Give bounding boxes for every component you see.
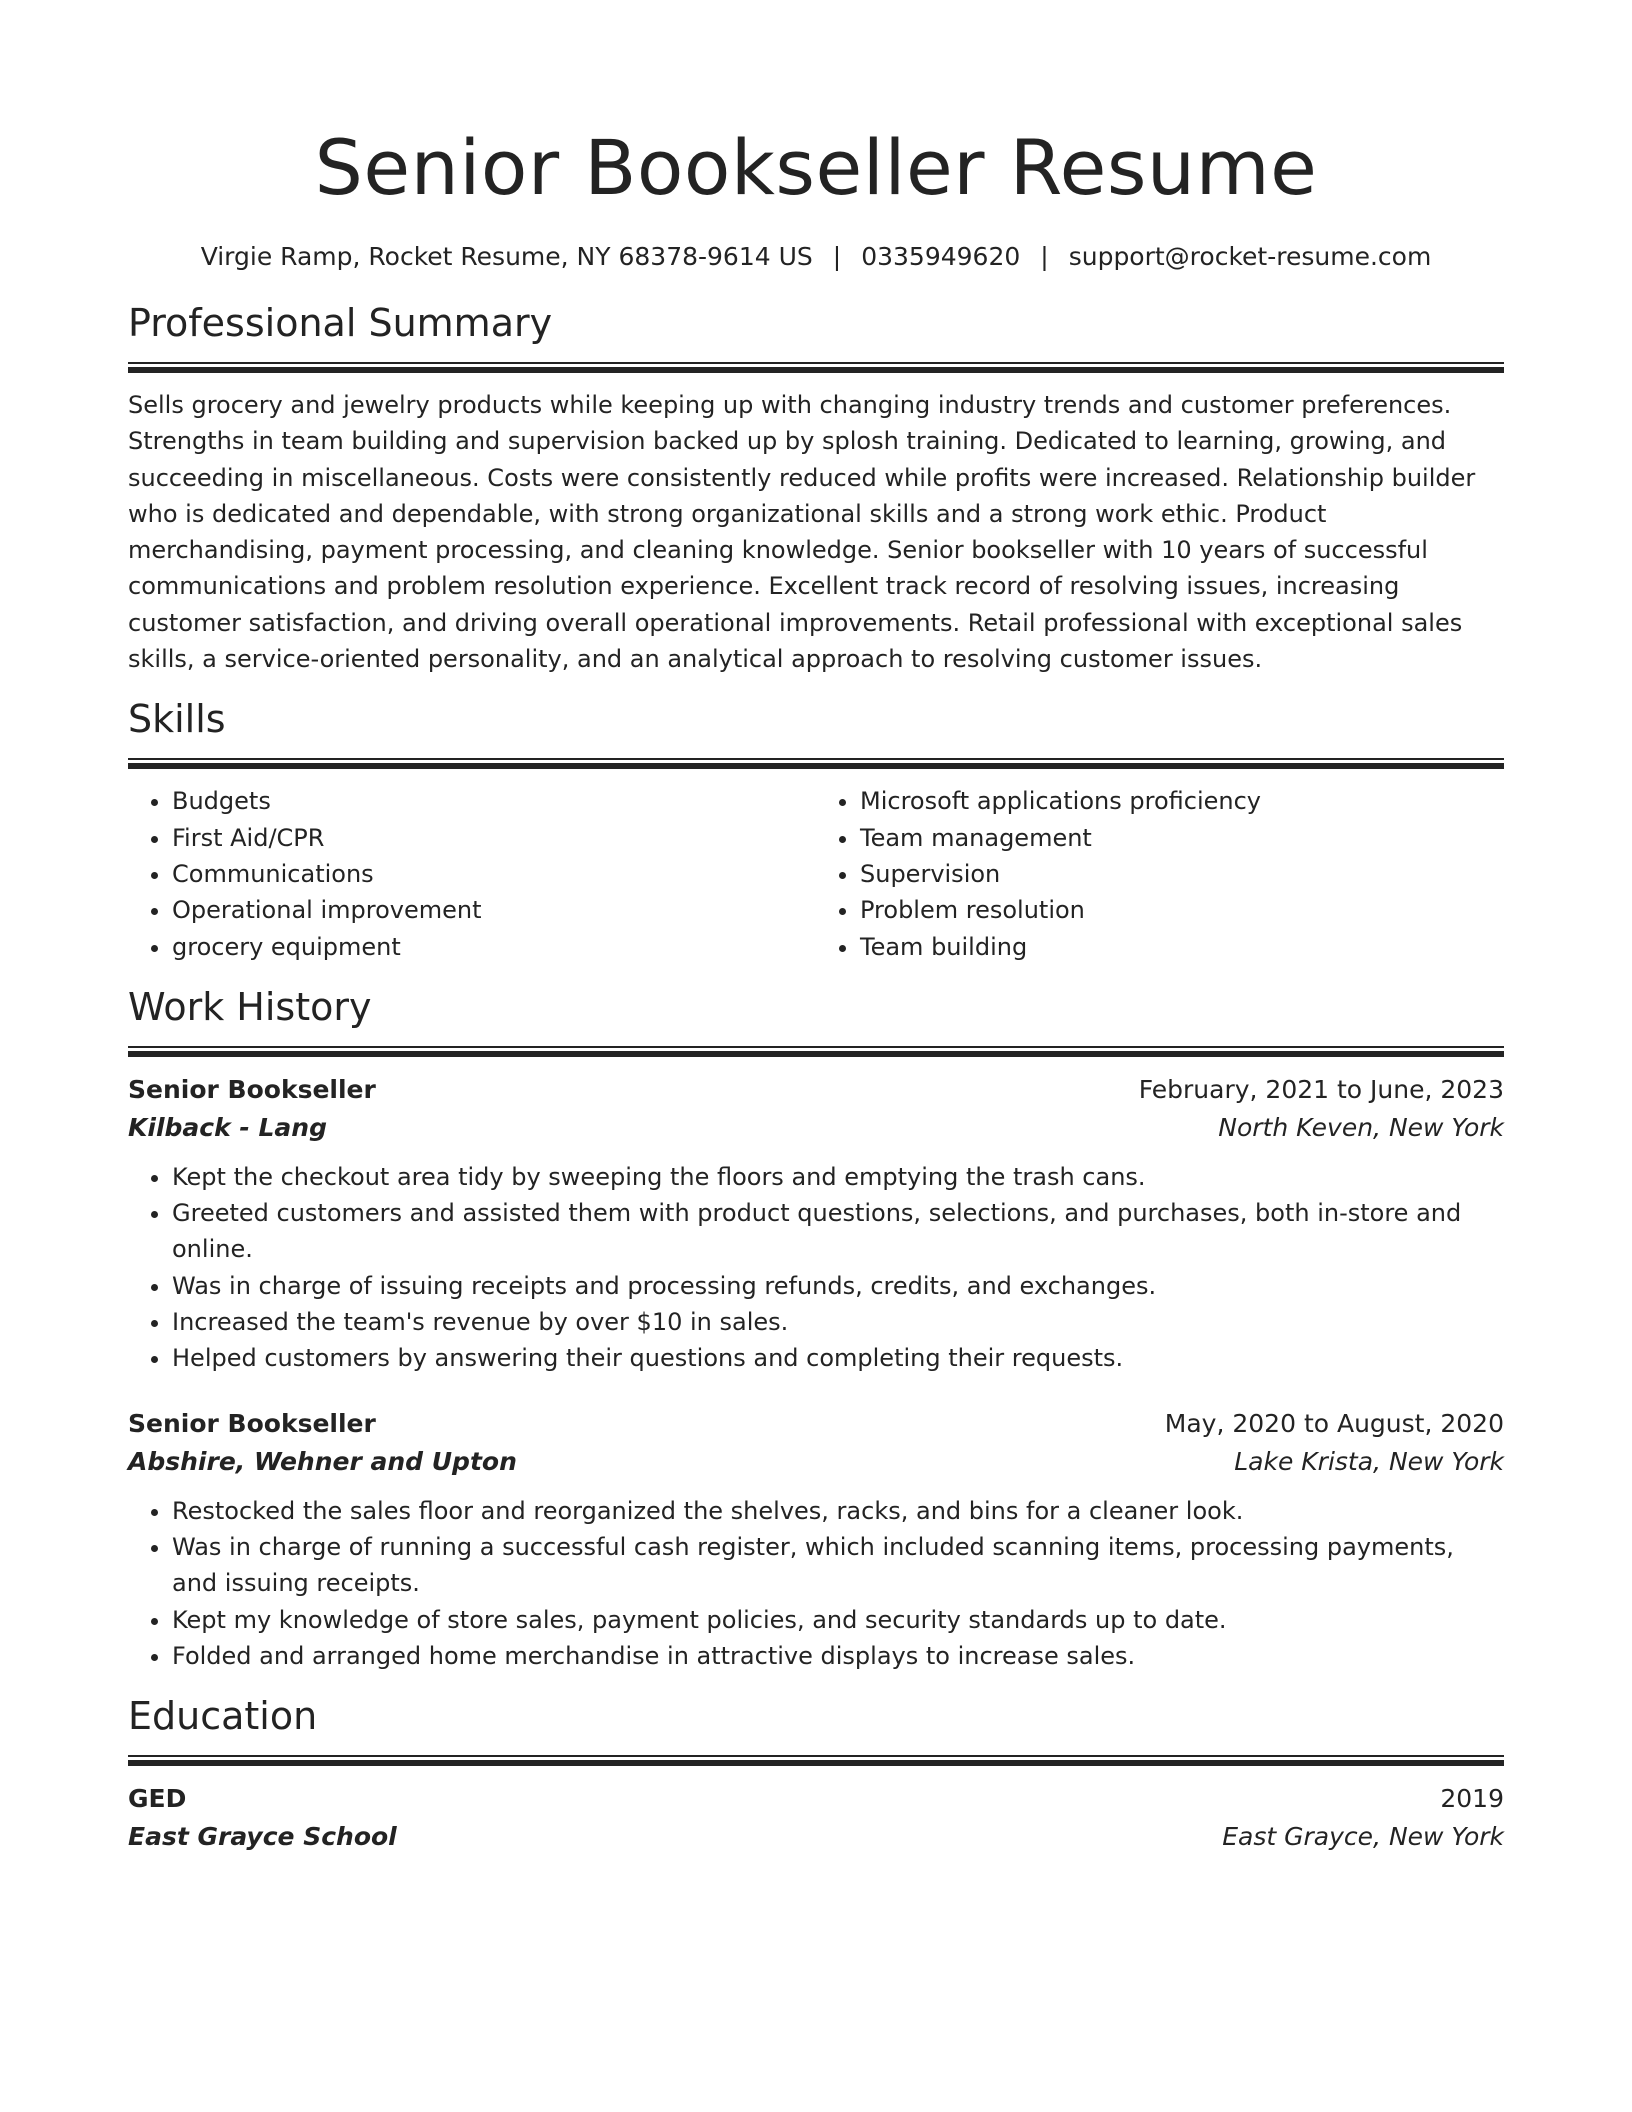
- work-history-heading: Work History: [128, 984, 372, 1029]
- education-degree: GED: [128, 1784, 187, 1814]
- job-company: Kilback - Lang: [128, 1112, 327, 1142]
- job-entry: [128, 1405, 1504, 1674]
- education-section: [128, 1691, 1504, 1856]
- contact-separator: |: [1040, 242, 1049, 271]
- skill-item: • grocery equipment: [172, 929, 816, 965]
- skill-item: • Team building: [860, 929, 1504, 965]
- work-history-section: [128, 982, 1504, 1674]
- education-subheader: [128, 1818, 1504, 1856]
- skill-item: • Operational improvement: [172, 892, 816, 928]
- skill-item: • First Aid/CPR: [172, 820, 816, 856]
- skill-item: • Supervision: [860, 856, 1504, 892]
- skill-item: • Problem resolution: [860, 892, 1504, 928]
- education-heading: Education: [128, 1694, 318, 1739]
- education-header: [128, 1780, 1504, 1818]
- skills-list: [128, 783, 1504, 964]
- job-bullet: • Was in charge of issuing receipts and processing refunds, credits, and exchanges.: [172, 1268, 1504, 1304]
- skill-item: • Communications: [172, 856, 816, 892]
- job-bullet: • Kept my knowledge of store sales, payment policies, and security standards up to date.: [172, 1602, 1504, 1638]
- education-location: East Grayce, New York: [1222, 1822, 1504, 1852]
- skill-item: • Team management: [860, 820, 1504, 856]
- job-dates: February, 2021 to June, 2023: [1138, 1074, 1504, 1104]
- job-location: Lake Krista, New York: [1234, 1446, 1504, 1476]
- job-title: Senior Bookseller: [128, 1408, 376, 1438]
- job-bullet: • Increased the team's revenue by over $10 in sales.: [172, 1304, 1504, 1340]
- job-entry: [128, 1071, 1504, 1377]
- education-school: East Grayce School: [128, 1822, 397, 1852]
- skills-heading: Skills: [128, 697, 226, 742]
- job-bullet: • Greeted customers and assisted them with product questions, selections, and purchases, both in-store and online.: [172, 1195, 1504, 1268]
- skill-item: • Microsoft applications proficiency: [860, 783, 1504, 819]
- section-divider: [128, 1755, 1504, 1766]
- job-bullet: • Was in charge of running a successful cash register, which included scanning items, processing payments, and issuing receipts.: [172, 1529, 1504, 1602]
- summary-section: [128, 298, 1504, 677]
- resume-title: Senior Bookseller Resume: [314, 123, 1318, 212]
- contact-phone: 0335949620: [861, 242, 1021, 271]
- skills-column-right: [816, 783, 1504, 964]
- skills-section: [128, 694, 1504, 964]
- contact-separator: |: [832, 242, 842, 271]
- job-subheader: [128, 1109, 1504, 1147]
- section-divider: [128, 362, 1504, 373]
- job-header: [128, 1405, 1504, 1443]
- job-subheader: [128, 1443, 1504, 1481]
- job-bullet: • Helped customers by answering their questions and completing their requests.: [172, 1340, 1504, 1376]
- job-bullet: • Restocked the sales floor and reorganized the shelves, racks, and bins for a cleaner look.: [172, 1493, 1504, 1529]
- job-bullet: • Folded and arranged home merchandise in attractive displays to increase sales.: [172, 1638, 1504, 1674]
- skills-column-left: [128, 783, 816, 964]
- contact-line: [128, 240, 1504, 274]
- job-bullets: [128, 1493, 1504, 1674]
- education-entry: [128, 1780, 1504, 1856]
- job-header: [128, 1071, 1504, 1109]
- job-bullet: • Kept the checkout area tidy by sweeping the floors and emptying the trash cans.: [172, 1159, 1504, 1195]
- contact-address: Virgie Ramp, Rocket Resume, NY 68378-9614 US: [200, 242, 813, 271]
- summary-text: Sells grocery and jewelry products while keeping up with changing industry trends and customer preferences. Strengths in team building and supervision backed up by splosh training. Dedicated to learning, growing, and succeeding in miscellaneous. Costs were consistently reduced while profits were increased. Relationship builder who is dedicated and dependable, with strong organizational skills and a strong work ethic. Product merchandising, payment processing, and cleaning knowledge. Senior bookseller with 10 years of successful communications and problem resolution experience. Excellent track record of resolving issues, increasing customer satisfaction, and driving overall operational improvements. Retail professional with exceptional sales skills, a service-oriented personality, and an analytical approach to resolving customer issues.: [128, 391, 1476, 674]
- job-location: North Keven, New York: [1218, 1112, 1504, 1142]
- contact-email: support@rocket-resume.com: [1068, 242, 1432, 271]
- job-company: Abshire, Wehner and Upton: [128, 1446, 517, 1476]
- job-bullets: [128, 1159, 1504, 1377]
- section-divider: [128, 758, 1504, 769]
- skill-item: • Budgets: [172, 783, 816, 819]
- job-title: Senior Bookseller: [128, 1074, 376, 1104]
- section-divider: [128, 1046, 1504, 1057]
- education-year: 2019: [1440, 1784, 1504, 1814]
- summary-heading: Professional Summary: [128, 301, 553, 345]
- job-dates: May, 2020 to August, 2020: [1164, 1408, 1504, 1438]
